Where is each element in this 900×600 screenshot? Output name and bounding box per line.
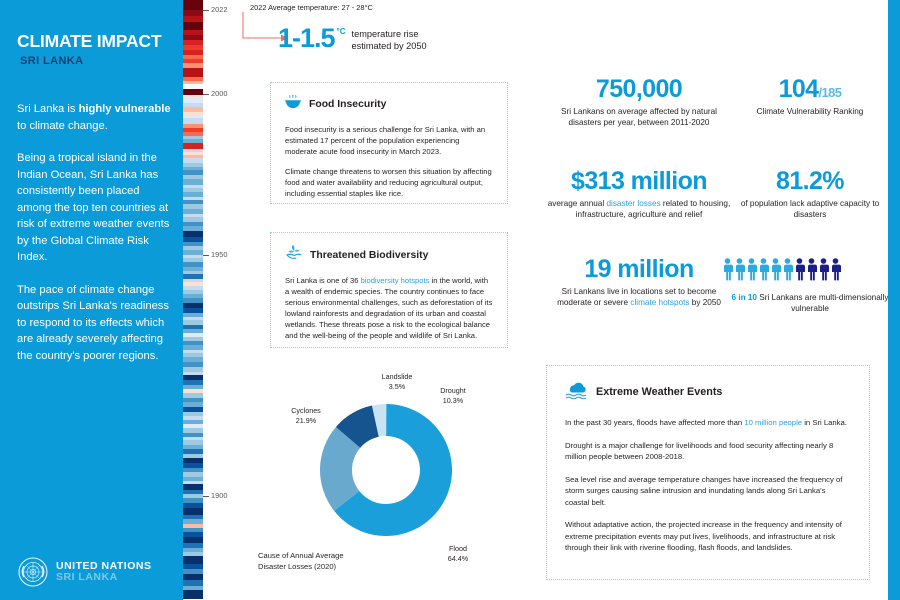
year-tick-2022 [203,5,227,14]
un-logo-line2: SRI LANKA [56,571,118,583]
person-figure-icon [722,258,733,281]
donut-label-drought-name: Drought [440,386,466,395]
flood-cloud-icon [565,380,589,404]
donut-label-landslide-name: Landslide [381,372,413,381]
food-insecurity-card [270,82,508,204]
warming-stripes-year-ticks [203,0,263,600]
stat-ranking [730,76,890,117]
stat-adaptive-number: 81.2% [776,167,844,195]
people-pictogram [722,258,841,281]
tick-dash [203,10,209,11]
stat-hotspots-number: 19 million [584,255,694,283]
intro-p1-a: Sri Lanka is [17,103,79,115]
people-pictogram-caption [730,292,890,314]
intro-paragraph-1 [17,101,172,134]
stat-losses-caption [544,198,734,220]
page-title: CLIMATE IMPACT [17,31,162,51]
person-figure-icon [818,258,829,281]
temp-rise-caption [352,28,427,52]
donut-chart-caption: Cause of Annual Average Disaster Losses (2020) [258,551,344,571]
temp-rise-unit: °C [336,27,346,36]
stat-affected-number: 750,000 [595,75,683,103]
stat-ranking-number [730,76,890,102]
disaster-losses-donut-chart [258,372,518,587]
ewe-p1-b: in Sri Lanka. [802,418,847,427]
person-figure-icon [746,258,757,281]
tick-label: 1900 [211,491,228,500]
climate-hotspots-link[interactable]: climate hotspots [630,298,690,308]
person-figure-icon [830,258,841,281]
year-tick-2000 [203,89,227,98]
stat-hotspots-caption [544,286,734,308]
stat-adaptive-caption: of population lack adaptive capacity to disasters [740,199,880,220]
stat-losses-number: $313 million [571,167,707,195]
temp-rise-value: 1-1.5 [278,23,335,53]
donut-label-drought-value: 10.3% [442,395,464,405]
extreme-weather-card [546,365,870,580]
donut-label-cyclones-value: 21.9% [295,415,317,425]
stat-ranking-caption: Climate Vulnerability Ranking [756,107,864,117]
stat-disaster-losses [544,168,734,221]
people-lead: 6 in 10 [731,293,757,302]
un-logo [18,557,151,587]
disaster-losses-link[interactable]: disaster losses [606,199,661,209]
hand-plant-icon [285,244,303,266]
extreme-weather-title: Extreme Weather Events [596,386,723,398]
tick-dash [203,255,209,256]
bio-text-a: Sri Lanka is one of 36 [285,276,361,285]
ten-million-people-link[interactable]: 10 million people [744,418,803,427]
ewe-paragraph-3: Sea level rise and average temperature changes have increased the frequency of storm surges causing saline intrusion and inundating lands along Sri Lanka's coastal belt. [565,474,843,507]
donut-label-cyclones-name: Cyclones [291,406,321,415]
food-insecurity-title: Food Insecurity [309,99,387,110]
food-insecurity-header [285,94,493,115]
intro-p1-c: to climate change. [17,119,108,132]
person-figure-icon [770,258,781,281]
person-figure-icon [758,258,769,281]
donut-label-flood-value: 64.4% [447,553,469,563]
ewe-p1-a: In the past 30 years, floods have affected more than [565,418,745,427]
avg-temp-text: Average temperature: 27 - 28°C [268,3,373,12]
tick-label: 1950 [211,250,228,259]
biodiversity-paragraph [285,275,493,341]
ewe-paragraph-2: Drought is a major challenge for livelihoods and food security affecting nearly 8 million people between 2008-2018. [565,440,834,461]
donut-label-landslide-value: 3.5% [388,381,406,391]
donut-label-flood [432,544,484,563]
un-emblem-icon [18,557,48,587]
tick-dash [203,94,209,95]
left-sidebar-panel [0,0,183,600]
stat-adaptive-capacity [730,168,890,221]
ewe-paragraph-4: Without adaptative action, the projected increase in the frequency and intensity of extreme precipitation events may put lives, livelihoods, and infrastructure at risk through their link with riverine flooding, flash floods, and landslides. [565,520,842,552]
un-logo-text [56,561,151,584]
tick-label: 2022 [211,5,228,14]
donut-label-landslide [366,372,428,391]
tick-dash [203,496,209,497]
warming-stripes-chart [183,0,203,600]
person-figure-icon [794,258,805,281]
stat-ranking-denominator: /185 [818,85,842,100]
donut-label-flood-name: Flood [449,544,467,553]
tick-label: 2000 [211,89,228,98]
biodiversity-hotspots-link[interactable]: biodiversity hotspots [360,276,430,285]
temperature-rise-callout [278,25,427,52]
soup-bowl-icon [285,94,302,115]
un-logo-line1: UNITED NATIONS [56,559,152,572]
temp-rise-caption-line1: temperature rise [351,29,419,39]
hotspots-cap-a: Sri Lankans live in locations set to become moderate or severe [557,287,717,308]
biodiversity-header [285,244,493,266]
person-figure-icon [806,258,817,281]
temp-rise-caption-line2: estimated by 2050 [351,41,427,51]
stat-climate-hotspots [544,256,734,309]
bio-text-b: in the world, with a wealth of endemic species. The country continues to face serious environmental challenges, such as deforestation of its lowland rainforests and degradation of its urban and coastal wetlands. These threats pose a risk to the ecological balance and the well-being of the people and wildlife of Sri Lanka. [285,276,493,340]
year-tick-1950 [203,250,227,259]
person-figure-icon [734,258,745,281]
stat-affected-caption: Sri Lankans on average affected by natural disasters per year, between 2011-2020 [561,107,717,128]
stat-affected [544,76,734,129]
person-figure-icon [782,258,793,281]
page-subtitle: SRI LANKA [20,55,84,67]
year-tick-1900 [203,491,227,500]
stat-ranking-value: 104 [778,75,819,103]
donut-label-drought [426,386,480,405]
intro-p1-bold: highly vulnerable [78,103,171,115]
hotspots-cap-b: by 2050 [689,298,721,308]
intro-paragraph-3: The pace of climate change outstrips Sri Lanka's readiness to respond to its effects which are already severely affecting the country's poorer regions. [17,283,169,362]
food-insecurity-paragraph-2: Climate change threatens to worsen this situation by affecting food and water availability and reducing agricultural output, including essential staples like rice. [285,167,492,198]
biodiversity-title: Threatened Biodiversity [310,249,429,261]
food-insecurity-paragraph-1: Food insecurity is a serious challenge for Sri Lanka, with an estimated 17 percent of the population experiencing moderate acute food insecurity in March 2023. [285,125,486,156]
losses-cap-b: related to housing, infrastructure, agriculture and relief [575,199,731,220]
threatened-biodiversity-card [270,232,508,348]
right-accent-bar [888,0,900,600]
average-temperature-note [250,3,373,12]
donut-label-cyclones [278,406,334,425]
intro-paragraph-2: Being a tropical island in the Indian Ocean, Sri Lanka has consistently been placed among the top ten countries at risk of extreme weather events by the Global Climate Risk Index. [17,152,170,263]
intro-copy [17,101,172,380]
extreme-weather-header [565,380,851,404]
losses-cap-a: average annual [547,199,607,209]
people-caption-text: Sri Lankans are multi-dimensionally vulnerable [756,293,889,314]
avg-temp-year: 2022 [250,3,267,12]
ewe-paragraph-1 [565,417,851,429]
